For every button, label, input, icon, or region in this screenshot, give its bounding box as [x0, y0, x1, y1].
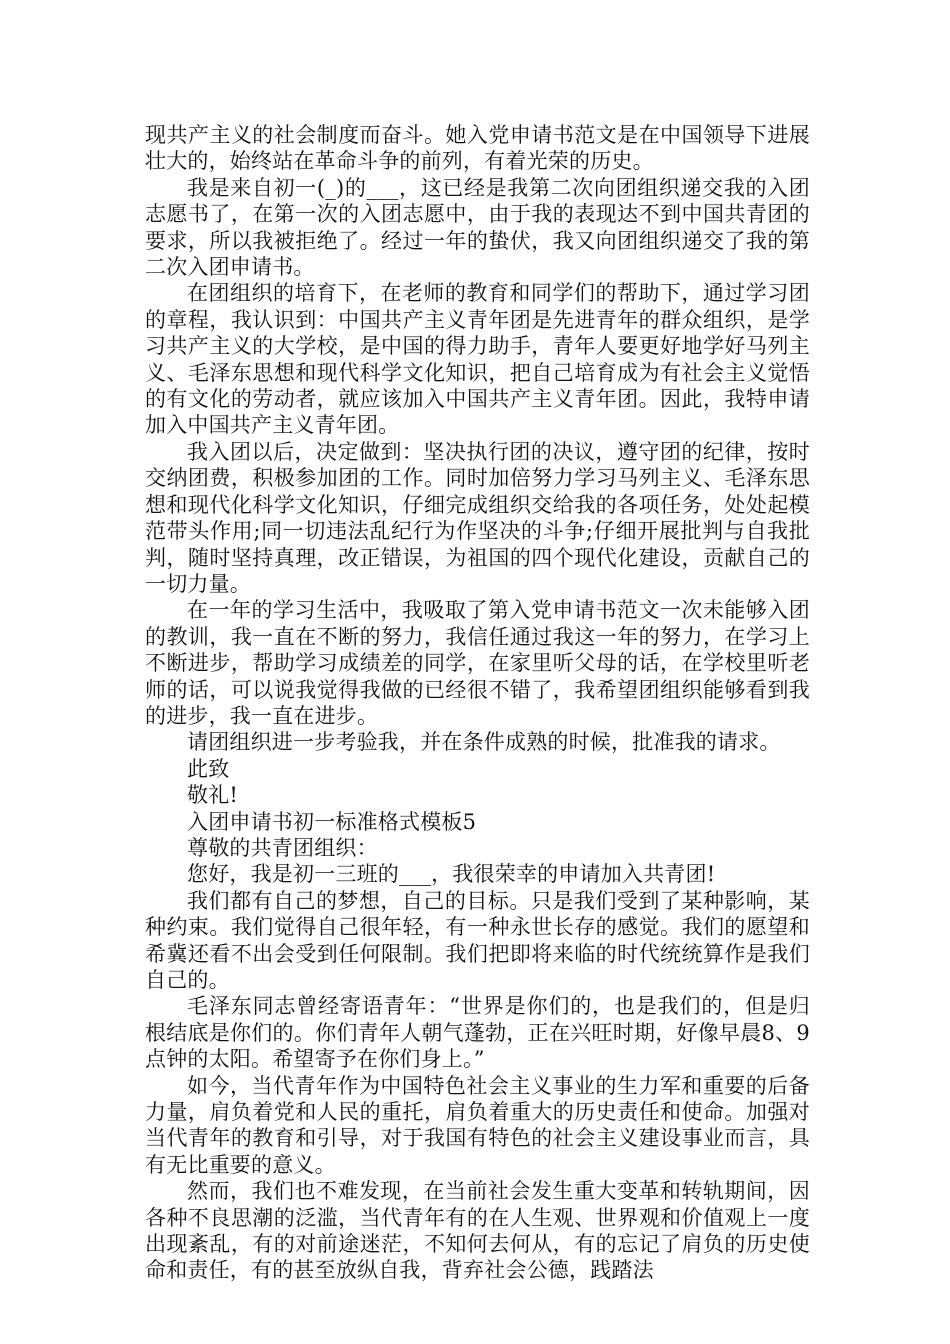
- closing-regards: 敬礼!: [187, 783, 239, 808]
- paragraph: 我们都有自己的梦想，自己的目标。只是我们受到了某种影响，某种约束。我们觉得自己很年轻，有一种永世长存的感觉。我们的愿望和希冀还看不出会受到任何限制。我们把即将来临的时代统统算作是我们自己的。: [145, 888, 810, 992]
- paragraph: 如今，当代青年作为中国特色社会主义事业的生力军和重要的后备力量，肩负着党和人民的重托，肩负着重大的历史责任和使命。加强对当代青年的教育和引导，对于我国有特色的社会主义建设事业而言，具有无比重要的意义。: [145, 1073, 810, 1177]
- paragraph: 我入团以后，决定做到：坚决执行团的决议，遵守团的纪律，按时交纳团费，积极参加团的工作。同时加倍努力学习马列主义、毛泽东思想和现代化科学文化知识，仔细完成组织交给我的各项任务，处处起模范带头作用;同一切违法乱纪行为作坚决的斗争;仔细开展批判与自我批判，随时坚持真理，改正错误，为祖国的四个现代化建设，贡献自己的一切力量。: [145, 439, 810, 596]
- paragraph: 我是来自初一(_)的___，这已经是我第二次向团组织递交我的入团志愿书了，在第一次的入团志愿中，由于我的表现达不到中国共青团的要求，所以我被拒绝了。经过一年的蛰伏，我又向团组织递交了我的第二次入团申请书。: [145, 175, 810, 280]
- request-line: 请团组织进一步考验我，并在条件成熟的时候，批准我的请求。: [187, 730, 781, 755]
- section-title: 入团申请书初一标准格式模板5: [187, 809, 477, 834]
- paragraph: 然而，我们也不难发现，在当前社会发生重大变革和转轨期间，因各种不良思潮的泛滥，当代青年有的在人生观、世界观和价值观上一度出现紊乱，有的对前途迷茫，不知何去何从，有的忘记了肩负的历史使命和责任，有的甚至放纵自我，背弃社会公德，践踏法: [145, 1179, 810, 1283]
- intro-line: 您好，我是初一三班的___，我很荣幸的申请加入共青团!: [187, 862, 716, 887]
- greeting: 尊敬的共青团组织：: [187, 835, 378, 860]
- paragraph-continuation: 现共产主义的社会制度而奋斗。她入党申请书范文是在中国领导下进展壮大的，始终站在革命斗争的前列，有着光荣的历史。: [145, 123, 810, 174]
- document-page: [145, 122, 810, 1284]
- paragraph: 在一年的学习生活中，我吸取了第入党申请书范文一次未能够入团的教训，我一直在不断的努力，我信任通过我这一年的努力，在学习上不断进步，帮助学习成绩差的同学，在家里听父母的话，在学校里听老师的话，可以说我觉得我做的已经很不错了，我希望团组织能够看到我的进步，我一直在进步。: [145, 598, 810, 728]
- closing-salutation: 此致: [187, 756, 230, 781]
- paragraph: 毛泽东同志曾经寄语青年：“世界是你们的，也是我们的，但是归根结底是你们的。你们青年人朝气蓬勃，正在兴旺时期，好像早晨8、9点钟的太阳。希望寄予在你们身上。”: [145, 994, 810, 1072]
- paragraph: 在团组织的培育下，在老师的教育和同学们的帮助下，通过学习团的章程，我认识到：中国共产主义青年团是先进青年的群众组织，是学习共产主义的大学校，是中国的得力助手，青年人要更好地学好马列主义、毛泽东思想和现代科学文化知识，把自己培育成为有社会主义觉悟的有文化的劳动者，就应该加入中国共产主义青年团。因此，我特申请加入中国共产主义青年团。: [145, 281, 810, 438]
